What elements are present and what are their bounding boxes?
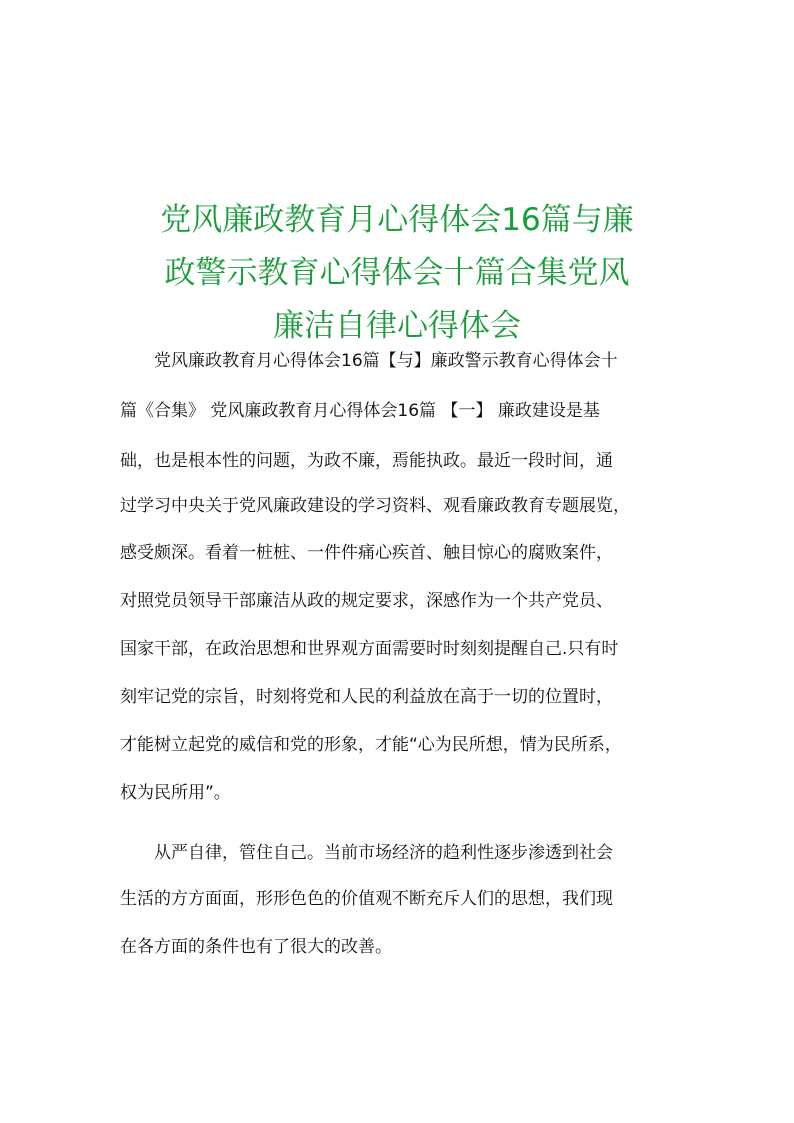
title-line-2: 政警示教育心得体会十篇合集党风 (164, 255, 630, 291)
body-line-11: 从严自律，管住自己。当前市场经济的趋利性逐步渗透到社会 (154, 843, 613, 863)
body-line-6: 对照党员领导干部廉洁从政的规定要求，深感作为一个共产党员、 (120, 591, 613, 611)
body-line-2: 篇《合集》 党风廉政教育月心得体会16篇 【一】 廉政建设是基 (120, 401, 600, 421)
body-line-7: 国家干部，在政治思想和世界观方面需要时时刻刻提醒自己.只有时 (120, 639, 619, 659)
body-line-1: 党风廉政教育月心得体会16篇【与】廉政警示教育心得体会十 (154, 351, 618, 371)
title-line-1: 党风廉政教育月心得体会16篇与廉 (160, 202, 634, 238)
title-line-3: 廉洁自律心得体会 (273, 308, 521, 344)
body-line-8: 刻牢记党的宗旨，时刻将党和人民的利益放在高于一切的位置时， (120, 687, 613, 707)
body-line-13: 在各方面的条件也有了很大的改善。 (120, 937, 392, 957)
body-line-9: 才能树立起党的威信和党的形象，才能“心为民所想，情为民所系， (120, 735, 622, 755)
body-line-3: 础，也是根本性的问题，为政不廉，焉能执政。最近一段时间，通 (120, 451, 613, 471)
body-line-5: 感受颇深。看着一桩桩、一件件痛心疾首、触目惊心的腐败案件， (120, 543, 613, 563)
body-line-4: 过学习中央关于党风廉政建设的学习资料、观看廉政教育专题展览， (120, 496, 630, 516)
body-line-12: 生活的方方面面，形形色色的价值观不断充斥人们的思想，我们现 (120, 889, 613, 909)
document-title (100, 194, 694, 353)
body-line-10: 权为民所用”。 (120, 783, 231, 803)
